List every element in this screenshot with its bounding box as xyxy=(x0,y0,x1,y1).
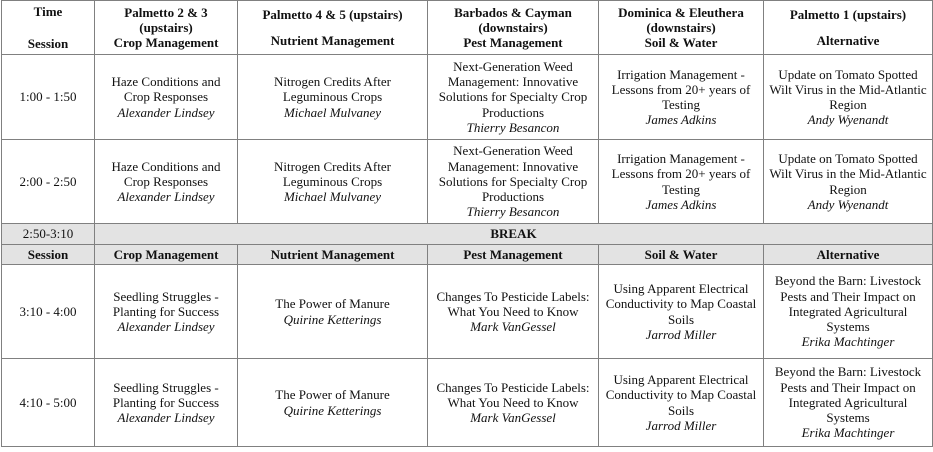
talk-title: Beyond the Barn: Livestock Pests and Their Impact on Integrated Agricultural Systems xyxy=(774,273,922,335)
session-cell xyxy=(95,55,238,140)
speaker-name: Alexander Lindsey xyxy=(117,410,215,426)
session-cell xyxy=(764,265,933,359)
track-name: Alternative xyxy=(816,32,880,48)
session-time: 2:00 - 2:50 xyxy=(2,140,95,224)
talk-title: Haze Conditions and Crop Responses xyxy=(111,74,221,105)
session-cell xyxy=(95,359,238,447)
talk-title: Seedling Struggles - Planting for Success xyxy=(112,288,220,319)
speaker-name: Erika Machtinger xyxy=(801,425,895,441)
session-time: 1:00 - 1:50 xyxy=(2,55,95,140)
talk-title: Changes To Pesticide Labels: What You Need to Know xyxy=(436,379,590,410)
track-name: Alternative xyxy=(764,245,933,265)
session-cell xyxy=(764,140,933,224)
session-time: 4:10 - 5:00 xyxy=(2,359,95,447)
speaker-name: Alexander Lindsey xyxy=(117,319,215,335)
session-label: Session xyxy=(27,35,69,51)
talk-title: Beyond the Barn: Livestock Pests and Their Impact on Integrated Agricultural Systems xyxy=(774,364,922,426)
session-cell xyxy=(95,265,238,359)
room-name: Barbados & Cayman (downstairs) xyxy=(454,4,572,35)
session-row xyxy=(2,55,933,140)
room-header xyxy=(599,1,764,55)
talk-title: Next-Generation Weed Management: Innovative Solutions for Specialty Crop Productions xyxy=(438,58,588,120)
header-row xyxy=(2,1,933,55)
speaker-name: Thierry Besancon xyxy=(466,119,560,135)
room-header xyxy=(428,1,599,55)
talk-title: Irrigation Management - Lessons from 20+ years of Testing xyxy=(611,66,751,112)
track-name: Crop Management xyxy=(95,245,238,265)
speaker-name: Mark VanGessel xyxy=(470,319,556,335)
track-name: Nutrient Management xyxy=(270,32,395,48)
speaker-name: James Adkins xyxy=(645,196,717,212)
track-header-row xyxy=(2,245,933,265)
speaker-name: Jarrod Miller xyxy=(645,326,717,342)
track-name: Pest Management xyxy=(463,35,563,51)
session-cell xyxy=(95,140,238,224)
talk-title: Nitrogen Credits After Leguminous Crops xyxy=(274,158,391,189)
time-session-header xyxy=(2,1,95,55)
talk-title: Haze Conditions and Crop Responses xyxy=(111,158,221,189)
break-label: BREAK xyxy=(95,224,933,245)
speaker-name: James Adkins xyxy=(645,112,717,128)
room-name: Palmetto 1 (upstairs) xyxy=(789,7,907,23)
talk-title: The Power of Manure xyxy=(275,387,390,403)
speaker-name: Michael Mulvaney xyxy=(283,104,382,120)
room-header xyxy=(238,1,428,55)
break-row xyxy=(2,224,933,245)
speaker-name: Erika Machtinger xyxy=(801,334,895,350)
track-name: Soil & Water xyxy=(599,245,764,265)
session-cell xyxy=(238,140,428,224)
session-cell xyxy=(599,359,764,447)
speaker-name: Andy Wyenandt xyxy=(807,196,889,212)
speaker-name: Thierry Besancon xyxy=(466,204,560,220)
talk-title: Seedling Struggles - Planting for Success xyxy=(112,379,220,410)
room-header xyxy=(95,1,238,55)
talk-title: The Power of Manure xyxy=(275,296,390,312)
session-time: 3:10 - 4:00 xyxy=(2,265,95,359)
talk-title: Nitrogen Credits After Leguminous Crops xyxy=(274,74,391,105)
session-row xyxy=(2,265,933,359)
talk-title: Update on Tomato Spotted Wilt Virus in the Mid-Atlantic Region xyxy=(769,151,927,197)
session-cell xyxy=(599,140,764,224)
speaker-name: Alexander Lindsey xyxy=(117,104,215,120)
room-name: Dominica & Eleuthera (downstairs) xyxy=(618,4,744,35)
speaker-name: Michael Mulvaney xyxy=(283,189,382,205)
session-cell xyxy=(764,359,933,447)
talk-title: Using Apparent Electrical Conductivity to Map Coastal Soils xyxy=(605,281,757,327)
session-row xyxy=(2,140,933,224)
break-time: 2:50-3:10 xyxy=(2,224,95,245)
talk-title: Using Apparent Electrical Conductivity to Map Coastal Soils xyxy=(605,372,757,418)
track-name: Nutrient Management xyxy=(238,245,428,265)
session-cell xyxy=(428,359,599,447)
speaker-name: Mark VanGessel xyxy=(470,410,556,426)
session-cell xyxy=(428,140,599,224)
time-label: Time xyxy=(33,4,63,20)
speaker-name: Quirine Ketterings xyxy=(283,311,382,327)
session-cell xyxy=(428,265,599,359)
room-name: Palmetto 4 & 5 (upstairs) xyxy=(262,7,403,23)
schedule-table xyxy=(1,0,933,447)
session-label: Session xyxy=(2,245,95,265)
speaker-name: Jarrod Miller xyxy=(645,417,717,433)
session-row xyxy=(2,359,933,447)
session-cell xyxy=(764,55,933,140)
speaker-name: Quirine Ketterings xyxy=(283,402,382,418)
session-cell xyxy=(238,265,428,359)
room-header xyxy=(764,1,933,55)
session-cell xyxy=(238,55,428,140)
talk-title: Irrigation Management - Lessons from 20+ years of Testing xyxy=(611,151,751,197)
talk-title: Changes To Pesticide Labels: What You Need to Know xyxy=(436,288,590,319)
session-cell xyxy=(599,265,764,359)
speaker-name: Alexander Lindsey xyxy=(117,189,215,205)
session-cell xyxy=(428,55,599,140)
talk-title: Next-Generation Weed Management: Innovative Solutions for Specialty Crop Productions xyxy=(438,143,588,205)
room-name: Palmetto 2 & 3 (upstairs) xyxy=(124,4,208,35)
session-cell xyxy=(238,359,428,447)
track-name: Crop Management xyxy=(113,35,219,51)
speaker-name: Andy Wyenandt xyxy=(807,112,889,128)
track-name: Soil & Water xyxy=(644,35,718,51)
talk-title: Update on Tomato Spotted Wilt Virus in the Mid-Atlantic Region xyxy=(769,66,927,112)
session-cell xyxy=(599,55,764,140)
track-name: Pest Management xyxy=(428,245,599,265)
